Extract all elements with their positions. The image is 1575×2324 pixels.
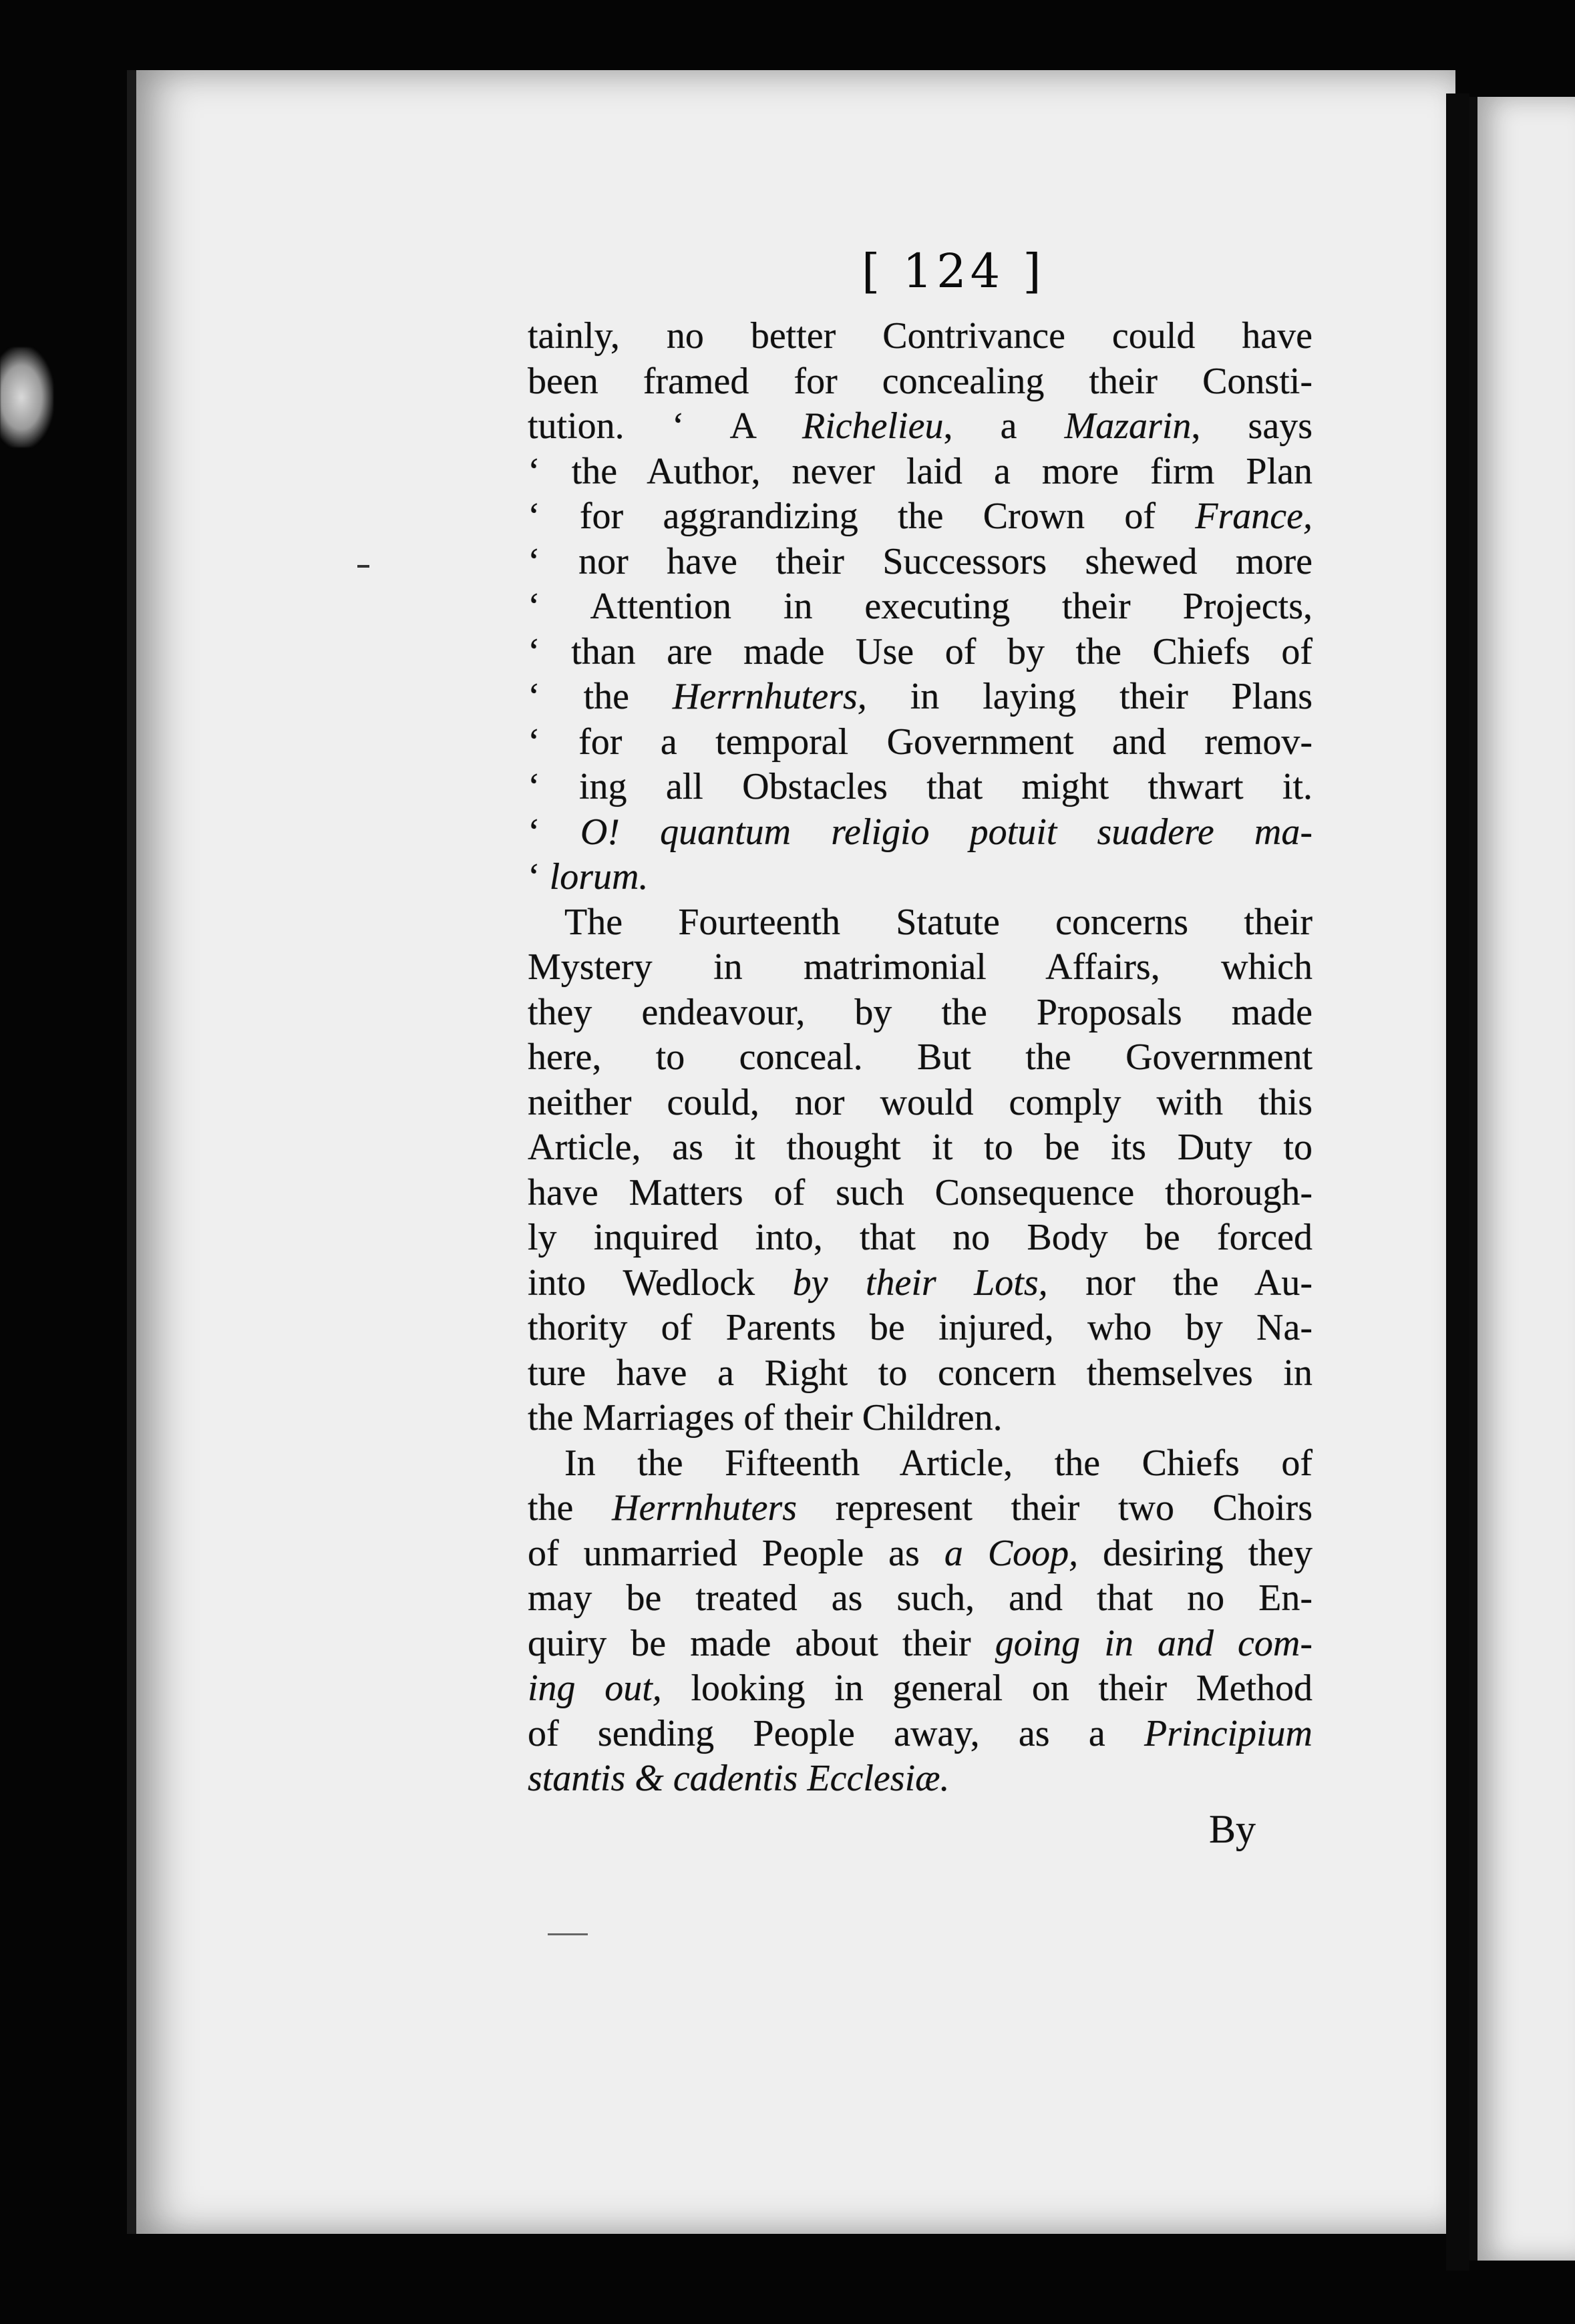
- text-line: ‘ the Herrnhuters, in laying their Plans: [528, 676, 1312, 717]
- text-line: into Wedlock by their Lots, nor the Au-: [528, 1262, 1312, 1304]
- margin-mark: [357, 565, 369, 568]
- text-line: ly inquired into, that no Body be forced: [528, 1217, 1312, 1258]
- facing-page-edge: [1469, 97, 1575, 2261]
- page-body-text: [528, 314, 1312, 1802]
- text-line: Mystery in matrimonial Affairs, which: [528, 946, 1312, 988]
- page-number: [ 124 ]: [862, 244, 1045, 299]
- text-line: of unmarried People as a Coop, desiring they: [528, 1532, 1313, 1574]
- text-line: ‘ ing all Obstacles that might thwart it.: [528, 766, 1312, 807]
- margin-mark: [548, 1933, 588, 1935]
- gutter-shadow: [1446, 93, 1469, 2271]
- text-line: ture have a Right to concern themselves in: [528, 1352, 1312, 1394]
- text-line: ‘ the Author, never laid a more firm Plan: [528, 450, 1312, 492]
- text-line: In the Fifteenth Article, the Chiefs of: [564, 1442, 1312, 1484]
- text-line: the Marriages of their Children.: [528, 1397, 1003, 1438]
- text-line: they endeavour, by the Proposals made: [528, 991, 1312, 1033]
- text-line: ‘ than are made Use of by the Chiefs of: [528, 630, 1312, 672]
- text-line: stantis & cadentis Ecclesiæ.: [528, 1758, 950, 1799]
- text-line: of sending People away, as a Principium: [528, 1712, 1312, 1754]
- text-line: ‘ for a temporal Government and remov-: [528, 721, 1312, 763]
- text-line: ‘ Attention in executing their Projects,: [528, 586, 1312, 627]
- text-line: tution. ‘ A Richelieu, a Mazarin, says: [528, 405, 1312, 447]
- text-line: tainly, no better Contrivance could have: [528, 315, 1312, 357]
- text-line: here, to conceal. But the Government: [528, 1036, 1312, 1078]
- text-line: have Matters of such Consequence thorough-: [528, 1171, 1312, 1213]
- text-line: the Herrnhuters represent their two Choirs: [528, 1487, 1313, 1529]
- text-line: Article, as it thought it to be its Duty to: [528, 1127, 1312, 1168]
- text-line: thority of Parents be injured, who by Na-: [528, 1307, 1312, 1348]
- catchword: By: [1209, 1807, 1256, 1851]
- text-line: may be treated as such, and that no En-: [528, 1577, 1312, 1619]
- text-line: ‘ for aggrandizing the Crown of France,: [528, 496, 1312, 537]
- text-line: ‘ lorum.: [528, 856, 649, 898]
- text-line: neither could, nor would comply with this: [528, 1081, 1312, 1123]
- text-line: quiry be made about their going in and com-: [528, 1622, 1312, 1664]
- text-line: ing out, looking in general on their Method: [528, 1668, 1312, 1709]
- text-line: ‘ nor have their Successors shewed more: [528, 540, 1312, 582]
- text-line: The Fourteenth Statute concerns their: [564, 901, 1312, 943]
- text-line: been framed for concealing their Consti-: [528, 360, 1312, 402]
- paper-fragment: [0, 347, 53, 447]
- text-line: ‘ O! quantum religio potuit suadere ma-: [528, 811, 1312, 853]
